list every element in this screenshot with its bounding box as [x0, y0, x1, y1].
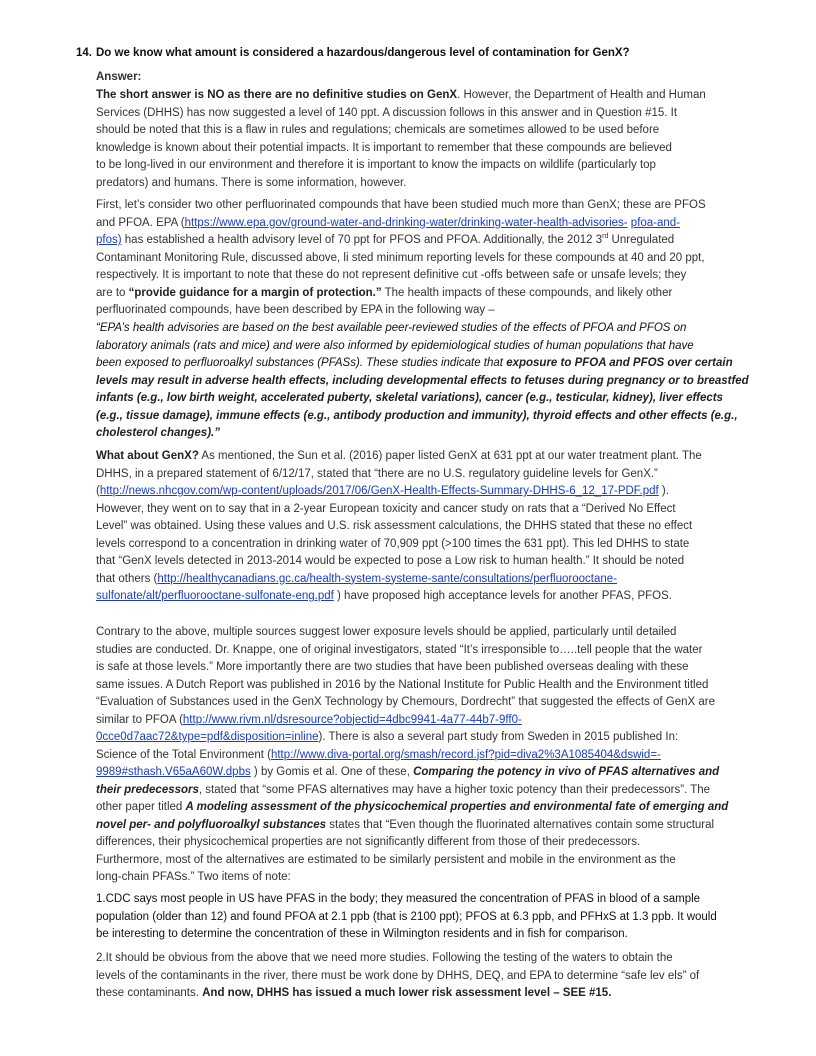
- study-title-bold-italic: their predecessors: [96, 783, 199, 796]
- answer-label: Answer:: [96, 71, 142, 83]
- dhhs-summary-link[interactable]: http://news.nhcgov.com/wp-content/uploads/2017/06/GenX-Health-Effects-Summary-DHHS-6_12_17-PDF.pdf: [99, 485, 659, 497]
- text-line: However, they went on to say that in a 2-year European toxicity and cancer study on rats that a “Derived No Effect: [96, 502, 676, 515]
- text-line: be interesting to determine the concentration of these in Wilmington residents and in fish for comparison.: [96, 928, 628, 940]
- text-line: (e.g., tissue damage), immune effects (e.g., antibody production and immunity), thyroid effects and other effects (e.g.,: [96, 409, 738, 422]
- text-line: DHHS, in a prepared statement of 6/12/17, stated that “there are no U.S. regulatory guideline levels for GenX.”: [96, 467, 658, 480]
- text-segment: As mentioned, the Sun et al. (2016) paper listed GenX at 631 ppt at our water treatment plant. The: [198, 450, 702, 462]
- rivm-link[interactable]: http://www.rivm.nl/dsresource?objectid=4dbc9941-4a77-44b7-9ff0-: [182, 713, 522, 726]
- text-line: “Evaluation of Substances used in the GenX Technology by Chemours, Dordrecht” that suggested the effects of GenX are: [96, 696, 716, 708]
- text-segment-bold: exposure to PFOA and PFOS over certain: [506, 357, 733, 369]
- text-segment: similar to PFOA (: [96, 713, 183, 726]
- text-segment: Science of the Total Environment (: [96, 748, 271, 761]
- text-segment: that others (: [96, 572, 158, 585]
- text-line: First, let’s consider two other perfluorinated compounds that have been studied much more than GenX; these are PFOS: [96, 199, 706, 211]
- paragraph-pfos-pfoa: [96, 197, 756, 320]
- text-line: “EPA’s health advisories are based on the best available peer-reviewed studies of the effects of PFOA and PFOS on: [96, 322, 687, 334]
- text-segment: other paper titled: [96, 801, 186, 813]
- text-line: levels of the contaminants in the river, there must be work done by DHHS, DEQ, and EPA to determine “safe lev els” of: [96, 969, 700, 982]
- margin-of-protection-bold: “provide guidance for a margin of protection.”: [128, 286, 382, 299]
- see-15-bold: And now, DHHS has issued a much lower risk assessment level – SEE #15.: [202, 987, 612, 999]
- text-line: levels correspond to a concentration in drinking water of 70,909 ppt (>100 times the 631 ppt). This led DHHS to state: [96, 537, 690, 550]
- text-line: respectively. It is important to note that these do not represent definitive cut -offs between safe or unsafe levels; they: [96, 269, 687, 281]
- paragraph-what-about-genx: [96, 448, 756, 606]
- text-line: is safe at those levels.” More importantly there are two studies that have been published overseas dealing with these: [96, 661, 689, 673]
- text-line: 1.CDC says most people in US have PFAS in the body; they measured the concentration of PFAS in blood of a sample: [96, 893, 701, 905]
- question-heading: [76, 45, 776, 63]
- text-line: same issues. A Dutch Report was published in 2016 by the National Institute for Public Health and the Environment titled: [96, 678, 709, 691]
- epa-advisory-link-end[interactable]: pfos): [96, 234, 122, 246]
- note-item-1: [96, 891, 756, 944]
- text-line: cholesterol changes).”: [96, 427, 220, 439]
- text-segment: Unregulated: [608, 234, 675, 246]
- question-text: Do we know what amount is considered a hazardous/dangerous level of contamination for GenX?: [96, 47, 630, 59]
- question-number: 14.: [76, 47, 92, 59]
- text-segment: The health impacts of these compounds, and likely other: [381, 286, 673, 299]
- text-segment: ) have proposed high acceptance levels for another PFAS, PFOS.: [333, 590, 672, 602]
- text-line: perfluorinated compounds, have been described by EPA in the following way –: [96, 304, 495, 316]
- diva-portal-link[interactable]: http://www.diva-portal.org/smash/record.jsf?pid=diva2%3A1085404&dswid=-: [270, 748, 661, 761]
- study-title-bold-italic: novel per- and polyfluoroalkyl substances: [96, 818, 327, 831]
- text-line: long-chain PFASs.” Two items of note:: [96, 871, 291, 883]
- epa-advisory-link-cont[interactable]: pfoa-and-: [630, 216, 681, 229]
- text-line: Level” was obtained. Using these values and U.S. risk assessment calculations, the DHHS stated that these no effect: [96, 520, 693, 532]
- text-segment: , stated that “some PFAS alternatives may have a higher toxic potency than their predecessors”. The: [198, 783, 711, 796]
- diva-portal-link-cont[interactable]: 9989#sthash.V65aA60W.dpbs: [96, 766, 251, 778]
- paragraph-short-answer: [96, 87, 756, 192]
- text-segment: ). There is also a several part study from Sweden in 2015 published In:: [318, 731, 679, 743]
- text-segment: been exposed to perfluoroalkyl substances (PFASs). These studies indicate that: [96, 357, 507, 369]
- text-segment: are to: [96, 286, 129, 299]
- text-segment: and PFOA. EPA (: [96, 216, 185, 229]
- text-line: levels may result in adverse health effects, including developmental effects to fetuses during pregnancy or to breastfed: [96, 374, 749, 387]
- text-line: predators) and humans. There is some information, however.: [96, 176, 407, 189]
- text-line: Contaminant Monitoring Rule, discussed above, li sted minimum reporting levels for these compounds at 40 and 20 ppt,: [96, 251, 705, 264]
- text-line: Furthermore, most of the alternatives are estimated to be similarly persistent and mobile in the environment as the: [96, 853, 676, 866]
- text-line: . However, the Department of Health and Human: [457, 89, 706, 101]
- text-segment: states that “Even though the fluorinated alternatives contain some structural: [326, 818, 715, 831]
- study-title-bold-italic: A modeling assessment of the physicochemical properties and environmental fate of emerging and: [185, 801, 729, 813]
- text-line: to be long-lived in our environment and therefore it is important to know the impacts on wildlife (particularly top: [96, 159, 656, 171]
- text-segment: (: [96, 485, 100, 497]
- text-line: infants (e.g., low birth weight, accelerated puberty, skeletal variations), cancer (e.g., testicular, kidney), liver effects: [96, 392, 723, 404]
- superscript: rd: [602, 233, 609, 241]
- text-line: Services (DHHS) has now suggested a level of 140 ppt. A discussion follows in this answer and in Question #15. It: [96, 106, 678, 119]
- rivm-link-cont[interactable]: 0cce0d7aac72&type=pdf&disposition=inline: [96, 731, 319, 743]
- text-line: that “GenX levels detected in 2013-2014 would be expected to pose a Low risk to human health.” It should be noted: [96, 555, 685, 567]
- paragraph-contrary: [96, 624, 756, 887]
- text-line: 2.It should be obvious from the above that we need more studies. Following the testing of the waters to obtain the: [96, 952, 673, 964]
- text-line: population (older than 12) and found PFOA at 2.1 ppb (that is 2100 ppt); PFOS at 6.3 ppb, and PFHxS at 1.3 ppb. It would: [96, 910, 717, 923]
- text-segment: ).: [658, 485, 669, 497]
- text-line: laboratory animals (rats and mice) and were also informed by epidemiological studies of human populations that have: [96, 339, 694, 352]
- healthy-canadians-link-cont[interactable]: sulfonate/alt/perfluorooctane-sulfonate-eng.pdf: [96, 590, 334, 602]
- epa-quote: [96, 320, 756, 443]
- text-line: Contrary to the above, multiple sources suggest lower exposure levels should be applied, particularly until detailed: [96, 626, 677, 638]
- text-segment: has established a health advisory level of 70 ppt for PFOS and PFOA. Additionally, the 2012 3: [121, 234, 603, 246]
- healthy-canadians-link[interactable]: http://healthycanadians.gc.ca/health-system-systeme-sante/consultations/perfluorooctane-: [157, 572, 617, 585]
- text-line: differences, their physicochemical properties are not significantly different from those of their predecessors.: [96, 836, 641, 848]
- text-segment: ) by Gomis et al. One of these,: [250, 766, 414, 778]
- text-line: studies are conducted. Dr. Knappe, one of original investigators, stated “It’s irresponsible to…..tell people that the water: [96, 643, 703, 656]
- text-segment: these contaminants.: [96, 987, 203, 999]
- note-item-2: [96, 950, 756, 1003]
- what-about-genx-bold: What about GenX?: [96, 450, 199, 462]
- study-title-bold-italic: Comparing the potency in vivo of PFAS alternatives and: [413, 766, 720, 778]
- text-line: knowledge is known about their potential impacts. It is important to remember that these compounds are believed: [96, 141, 672, 154]
- text-line: should be noted that this is a flaw in rules and regulations; chemicals are sometimes allowed to be used before: [96, 124, 660, 136]
- short-answer-bold: The short answer is NO as there are no definitive studies on GenX: [96, 89, 458, 101]
- epa-advisory-link[interactable]: https://www.epa.gov/ground-water-and-drinking-water/drinking-water-health-advisories-: [184, 216, 628, 229]
